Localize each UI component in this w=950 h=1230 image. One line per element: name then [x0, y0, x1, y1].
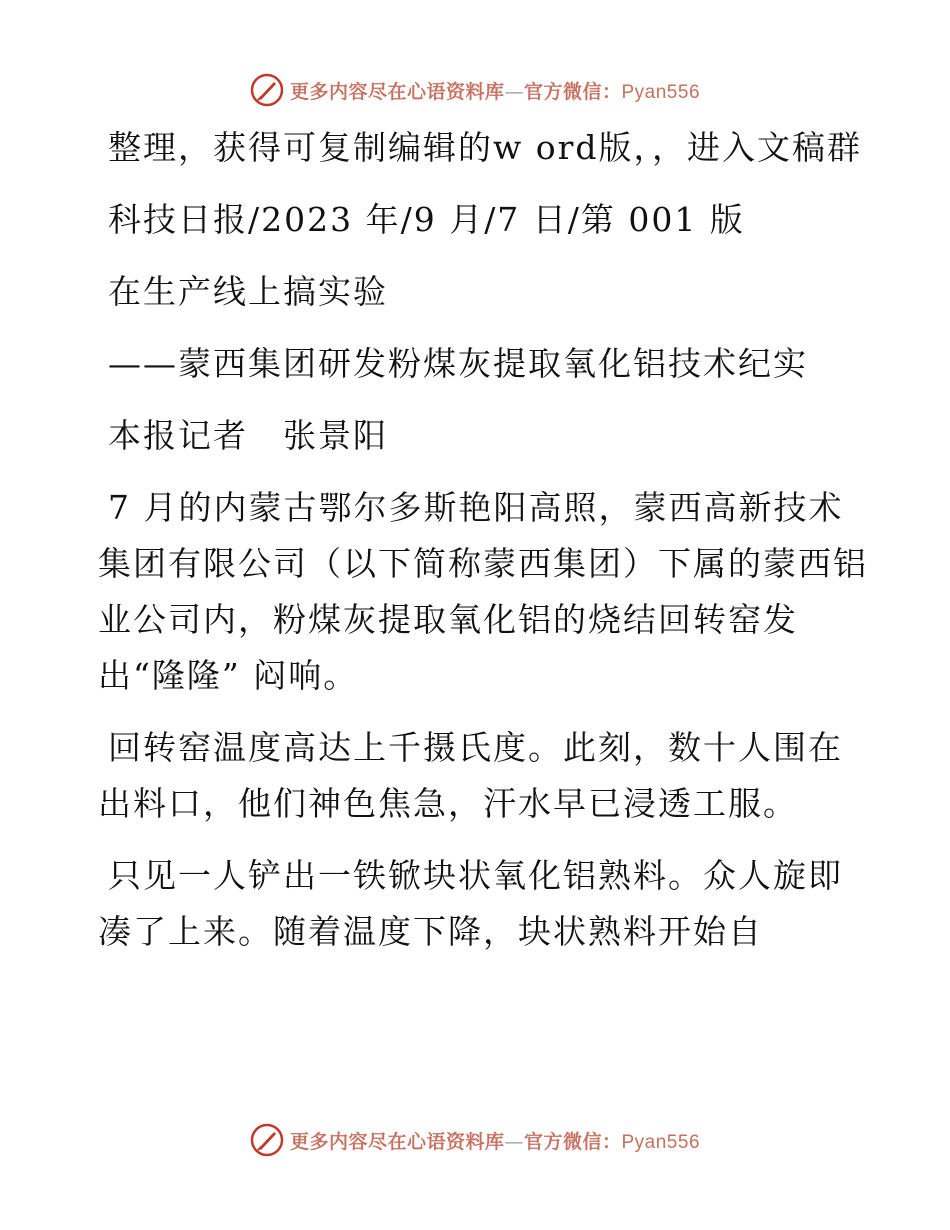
watermark-label: 官方微信： — [523, 80, 622, 103]
quill-logo-icon — [250, 73, 284, 107]
article-title: 在生产线上搞实验 — [108, 272, 388, 311]
article-subtitle: ——蒙西集团研发粉煤灰提取氧化铝技术纪实 — [108, 344, 808, 383]
paragraph-body-2: 回转窑温度高达上千摄氏度。此刻，数十人围在出料口，他们神色焦急，汗水早已浸透工服。 — [98, 728, 843, 823]
quill-logo-icon — [250, 1123, 284, 1157]
header-watermark — [0, 70, 950, 110]
watermark-brand: 更多内容尽在心语资料库 — [289, 1130, 505, 1153]
watermark-dash: — — [504, 80, 524, 103]
paragraph-intro: 整理，获得可复制编辑的w ord版，，进入文稿群 — [108, 128, 863, 167]
paragraph-source: 科技日报/2023 年/9 月/7 日/第 001 版 — [108, 200, 745, 239]
watermark-text — [290, 1127, 700, 1154]
watermark-id: Pyan556 — [621, 81, 701, 103]
watermark-dash: — — [504, 1130, 524, 1153]
article-byline: 本报记者 张景阳 — [108, 416, 388, 455]
footer-watermark — [0, 1120, 950, 1160]
watermark-label: 官方微信： — [523, 1130, 622, 1153]
paragraph-body-1: 7 月的内蒙古鄂尔多斯艳阳高照，蒙西高新技术集团有限公司（以下简称蒙西集团）下属的蒙西铝业公司内，粉煤灰提取氧化铝的烧结回转窑发出“隆隆” 闷响。 — [98, 488, 868, 695]
document-body — [98, 120, 868, 976]
watermark-text — [290, 77, 700, 104]
watermark-id: Pyan556 — [621, 1131, 701, 1153]
watermark-brand: 更多内容尽在心语资料库 — [289, 80, 505, 103]
paragraph-body-3: 只见一人铲出一铁锨块状氧化铝熟料。众人旋即凑了上来。随着温度下降，块状熟料开始自 — [98, 856, 843, 951]
